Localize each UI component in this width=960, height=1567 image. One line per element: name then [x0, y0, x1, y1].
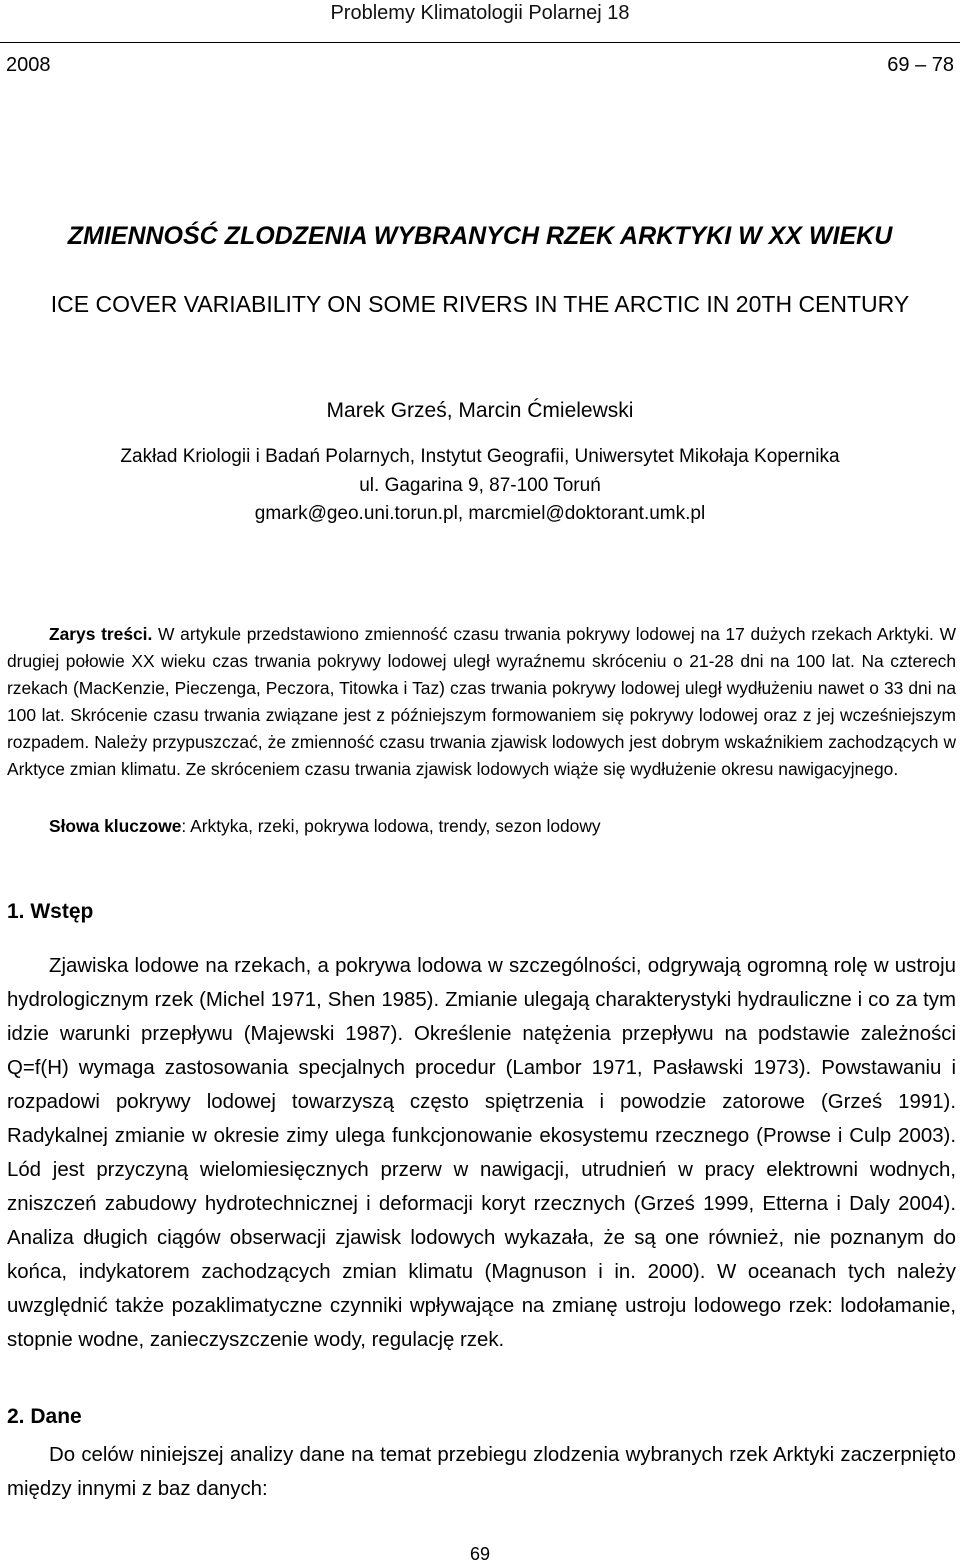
title-polish: ZMIENNOŚĆ ZLODZENIA WYBRANYCH RZEK ARKTYKI W XX WIEKU — [67, 222, 893, 250]
authors: Marek Grześ, Marcin Ćmielewski — [326, 399, 634, 422]
section-heading-data: 2. Dane — [7, 1405, 82, 1428]
title-english: ICE COVER VARIABILITY ON SOME RIVERS IN THE ARCTIC IN 20TH CENTURY — [50, 291, 910, 317]
page-range: 69 – 78 — [887, 54, 954, 76]
abstract-label-sep: . — [147, 624, 159, 644]
journal-title: Problemy Klimatologii Polarnej 18 — [330, 2, 630, 24]
keywords-sep: : — [181, 816, 191, 836]
keywords-text: Arktyka, rzeki, pokrywa lodowa, trendy, sezon lodowy — [190, 816, 601, 836]
author-emails: gmark@geo.uni.torun.pl, marcmiel@doktorant.umk.pl — [254, 503, 706, 524]
abstract-label: Zarys treści — [49, 624, 148, 644]
section-body-data: Do celów niniejszej analizy dane na temat przebiegu zlodzenia wybranych rzek Arktyki zaczerpnięto między innymi z baz danych: — [7, 1444, 956, 1500]
affiliation-institute: Zakład Kriologii i Badań Polarnych, Instytut Geografii, Uniwersytet Mikołaja Kopernika — [120, 446, 840, 467]
abstract — [7, 621, 956, 782]
section-body-intro: Zjawiska lodowe na rzekach, a pokrywa lodowa w szczególności, odgrywają ogromną rolę w ustroju hydrologicznym rzek (Michel 1971, Shen 1985). Zmianie ulegają charakterystyki hydrauliczne i co za tym idzie warunki przepływu (Majewski 1987). Określenie natężenia przepływu na podstawie zależności Q=f(H) wymaga zastosowania specjalnych procedur (Lambor 1971, Pasławski 1973). Powstawaniu i rozpadowi pokrywy lodowej towarzyszą często spiętrzenia i powodzie zatorowe (Grześ 1991). Radykalnej zmianie w okresie zimy ulega funkcjonowanie ekosystemu rzecznego (Prowse i Culp 2003). Lód jest przyczyną wielomiesięcznych przerw w nawigacji, utrudnień w pracy elektrowni wodnych, zniszczeń zabudowy hydrotechnicznej i deformacji koryt rzecznych (Grześ 1999, Etterna i Daly 2004). Analiza długich ciągów obserwacji zjawisk lodowych wykazała, że są one również, nie poznanym do końca, indykatorem zachodzących zmian klimatu (Magnuson i in. 2000). W oceanach tych należy uwzględnić także pozaklimatyczne czynniki wpływające na zmianę ustroju lodowego rzek: lodołamanie, stopnie wodne, zanieczyszczenie wody, regulację rzek. — [7, 955, 956, 1351]
keywords — [49, 816, 601, 837]
section-heading-intro: 1. Wstęp — [7, 900, 94, 923]
header-rule — [0, 42, 960, 43]
page-number: 69 — [469, 1544, 491, 1564]
keywords-label: Słowa kluczowe — [49, 816, 182, 836]
publication-year: 2008 — [6, 54, 51, 76]
abstract-text: W artykule przedstawiono zmienność czasu trwania pokrywy lodowej na 17 dużych rzekach Arktyki. W drugiej połowie XX wieku czas trwania pokrywy lodowej uległ wyraźnemu skróceniu o 21-28 dni na 100 lat. Na czterech rzekach (MacKenzie, Pieczenga, Peczora, Titowka i Taz) czas trwania pokrywy lodowej uległ wydłużeniu nawet o 33 dni na 100 lat. Skrócenie czasu trwania związane jest z późniejszym formowaniem się pokrywy lodowej oraz z jej wcześniejszym rozpadem. Należy przypuszczać, że zmienność czasu trwania zjawisk lodowych jest dobrym wskaźnikiem zachodzących w Arktyce zmian klimatu. Ze skróceniem czasu trwania zjawisk lodowych wiąże się wydłużenie okresu nawigacyjnego. — [7, 624, 956, 779]
affiliation-address: ul. Gagarina 9, 87-100 Toruń — [359, 475, 601, 496]
